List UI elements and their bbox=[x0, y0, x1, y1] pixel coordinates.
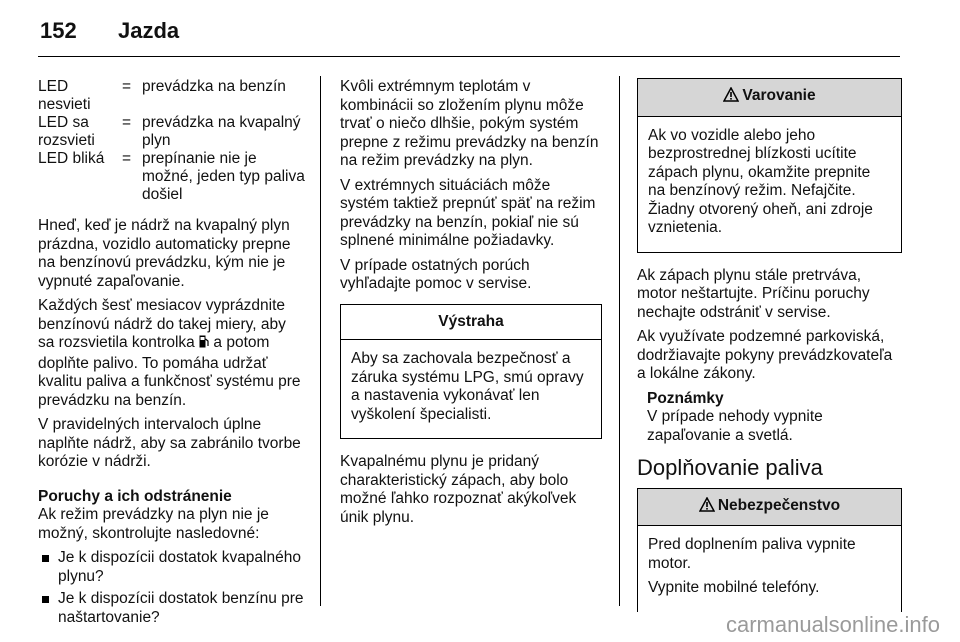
subheading: Poruchy a ich odstránenie bbox=[38, 487, 232, 505]
caution-box bbox=[340, 304, 602, 440]
led-value: prevádzka na kvapalný plyn bbox=[142, 114, 301, 149]
paragraph: Hneď, keď je nádrž na kvapalný plyn prázdna, vozidlo automaticky prepne na benzínovú prevádzku, kým nie je vypnuté zapaľovanie. bbox=[38, 217, 291, 290]
note bbox=[637, 390, 902, 446]
danger-text: Vypnite mobilné telefóny. bbox=[648, 579, 820, 596]
danger-title-text: Nebezpečenstvo bbox=[717, 496, 841, 514]
paragraph: Kvôli extrémnym teplotám v kombinácii so zložením plynu môže trvať o niečo dlhšie, pokým systém prepne z režimu prevádzky na benzín na režim prevádzky na plyn. bbox=[340, 78, 599, 169]
caution-box-title: Výstraha bbox=[341, 305, 601, 341]
led-key: LED bliká bbox=[38, 150, 105, 167]
bullet-square-icon bbox=[42, 596, 49, 603]
led-equals: = bbox=[122, 78, 132, 95]
paragraph: V extrémnych situáciách môže systém taktiež prepnúť späť na režim prevádzky na benzín, pokiaľ nie sú splnené minimálne požiadavky. bbox=[340, 176, 596, 249]
page-header bbox=[40, 18, 179, 44]
paragraph: V prípade ostatných porúch vyhľadajte pomoc v servise. bbox=[340, 256, 532, 292]
led-equals: = bbox=[122, 114, 132, 131]
checklist bbox=[38, 549, 306, 627]
led-value: prevádzka na benzín bbox=[142, 78, 286, 95]
table-row bbox=[38, 78, 306, 114]
caution-text: Aby sa zachovala bezpečnosť a záruka systému LPG, smú opravy a nastavenia vykonávať len vyškolení špecialisti. bbox=[351, 350, 584, 423]
list-item bbox=[38, 590, 306, 627]
paragraph-text: Každých šesť mesiacov vyprázdnite benzínovú nádrž do takej miery, aby sa rozsvietila kontrolka bbox=[38, 297, 286, 351]
header-rule bbox=[38, 56, 900, 57]
note-text: V prípade nehody vypnite zapaľovanie a svetlá. bbox=[647, 408, 823, 444]
section-title: Doplňovanie paliva bbox=[637, 455, 823, 480]
led-status-table bbox=[38, 78, 306, 204]
list-item bbox=[38, 549, 306, 586]
led-equals: = bbox=[122, 150, 132, 167]
column-1 bbox=[38, 78, 306, 631]
warning-box-body bbox=[638, 117, 901, 252]
warning-triangle-icon bbox=[699, 497, 715, 518]
fuel-lamp-icon bbox=[199, 335, 209, 355]
bullet-square-icon bbox=[42, 555, 49, 562]
table-row bbox=[38, 114, 306, 150]
chapter-title: Jazda bbox=[118, 18, 180, 43]
danger-box-body bbox=[638, 526, 901, 612]
danger-box bbox=[637, 488, 902, 612]
paragraph-with-lamp bbox=[38, 297, 306, 410]
note-title: Poznámky bbox=[647, 389, 724, 407]
table-row bbox=[38, 150, 306, 204]
warning-title-text: Varovanie bbox=[742, 87, 816, 104]
warning-box bbox=[637, 78, 902, 253]
warning-text: Ak vo vozidle alebo jeho bezprostrednej blízkosti ucítite zápach plynu, okamžite prepnite na benzínový režim. Nefajčite. Žiadny otvorený oheň, ani zdroje vznietenia. bbox=[648, 126, 873, 236]
led-key: LED nesvieti bbox=[38, 78, 91, 113]
danger-box-title bbox=[638, 489, 901, 527]
paragraph: Ak využívate podzemné parkoviská, dodržiavajte pokyny prevádzkovateľa a lokálne zákony. bbox=[637, 328, 893, 382]
list-item-text: Je k dispozícii dostatok benzínu pre naštartovanie? bbox=[58, 590, 304, 626]
watermark: carmanualsonline.info bbox=[725, 612, 940, 637]
caution-box-body bbox=[341, 340, 601, 438]
list-item-text: Je k dispozícii dostatok kvapalného plynu? bbox=[58, 549, 301, 585]
paragraph-text: a potom doplňte palivo. To pomáha udržať kvalitu paliva a funkčnosť systému pre prevádzku na benzín. bbox=[38, 334, 301, 409]
paragraph: Kvapalnému plynu je pridaný charakteristický zápach, aby bolo možné ľahko rozpoznať akýkoľvek únik plynu. bbox=[340, 453, 577, 526]
warning-box-title bbox=[638, 79, 901, 117]
paragraph: Ak zápach plynu stále pretrváva, motor neštartujte. Príčinu poruchy nechajte odstrániť v servise. bbox=[637, 266, 870, 321]
column-divider bbox=[619, 76, 620, 606]
column-divider bbox=[320, 76, 321, 606]
column-2 bbox=[340, 78, 602, 533]
led-key: LED sa rozsvieti bbox=[38, 114, 95, 149]
danger-text: Pred doplnením paliva vypnite motor. bbox=[648, 536, 856, 572]
column-3 bbox=[637, 78, 902, 612]
warning-triangle-icon bbox=[723, 87, 739, 108]
led-value: prepínanie nie je možné, jeden typ paliva došiel bbox=[142, 150, 305, 203]
page-number: 152 bbox=[40, 18, 77, 43]
paragraph: Ak režim prevádzky na plyn nie je možný, skontrolujte nasledovné: bbox=[38, 506, 269, 542]
paragraph: V pravidelných intervaloch úplne naplňte nádrž, aby sa zabránilo tvorbe korózie v nádrži. bbox=[38, 416, 301, 470]
